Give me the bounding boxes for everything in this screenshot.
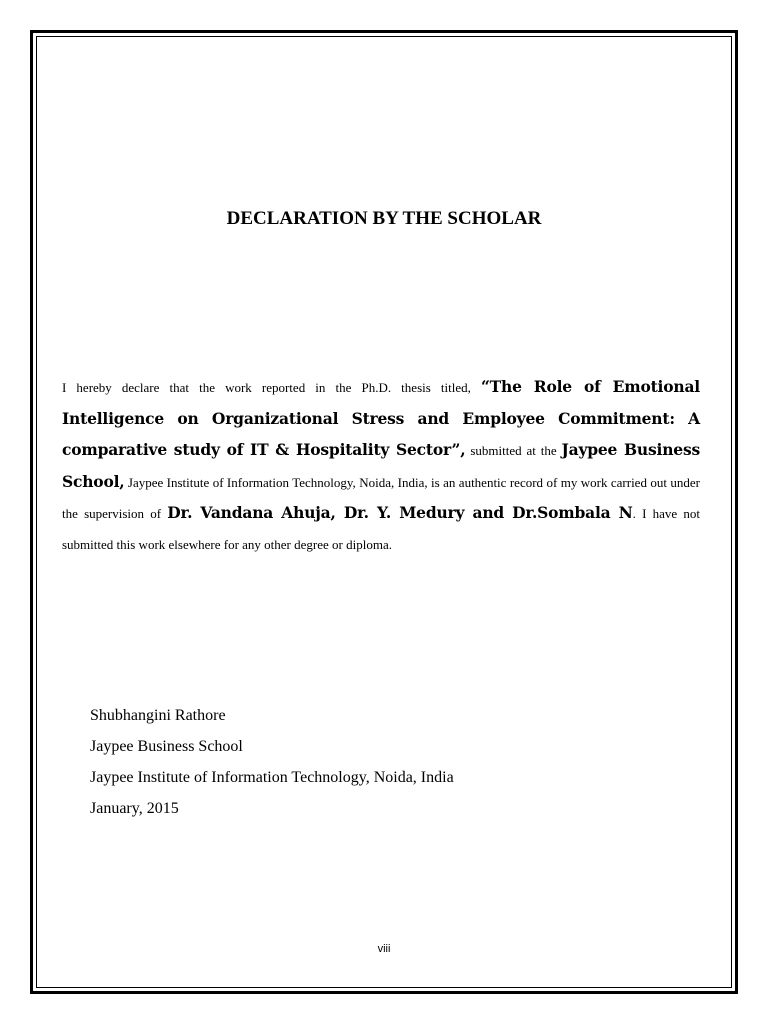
declaration-date: January, 2015	[90, 800, 179, 817]
declaration-paragraph	[62, 372, 700, 560]
scholar-name: Shubhangini Rathore	[90, 707, 226, 724]
declaration-text-3: Jaypee Institute of Information Technology, Noida, India, is an authentic record of my work carried out under the supervision of	[62, 474, 700, 521]
declaration-text-2: submitted at the	[465, 443, 562, 458]
supervisors: Dr. Vandana Ahuja, Dr. Y. Medury and Dr.Sombala N	[167, 503, 633, 522]
school-name: Jaypee Business School,	[62, 440, 700, 491]
page-number: viii	[377, 943, 391, 955]
page-title: DECLARATION BY THE SCHOLAR	[226, 208, 542, 229]
declaration-text-4: . I have not submitted this work elsewhere for any other degree or diploma.	[62, 506, 701, 552]
declaration-text-1: I hereby declare that the work reported in the Ph.D. thesis titled,	[62, 380, 481, 395]
scholar-school: Jaypee Business School	[90, 738, 243, 755]
thesis-title: “The Role of Emotional Intelligence on Organizational Stress and Employee Commitment: A comparative study of IT & Hospitality Sector”,	[62, 377, 700, 459]
scholar-institute: Jaypee Institute of Information Technology, Noida, India	[90, 769, 454, 786]
signature-block	[90, 700, 454, 824]
